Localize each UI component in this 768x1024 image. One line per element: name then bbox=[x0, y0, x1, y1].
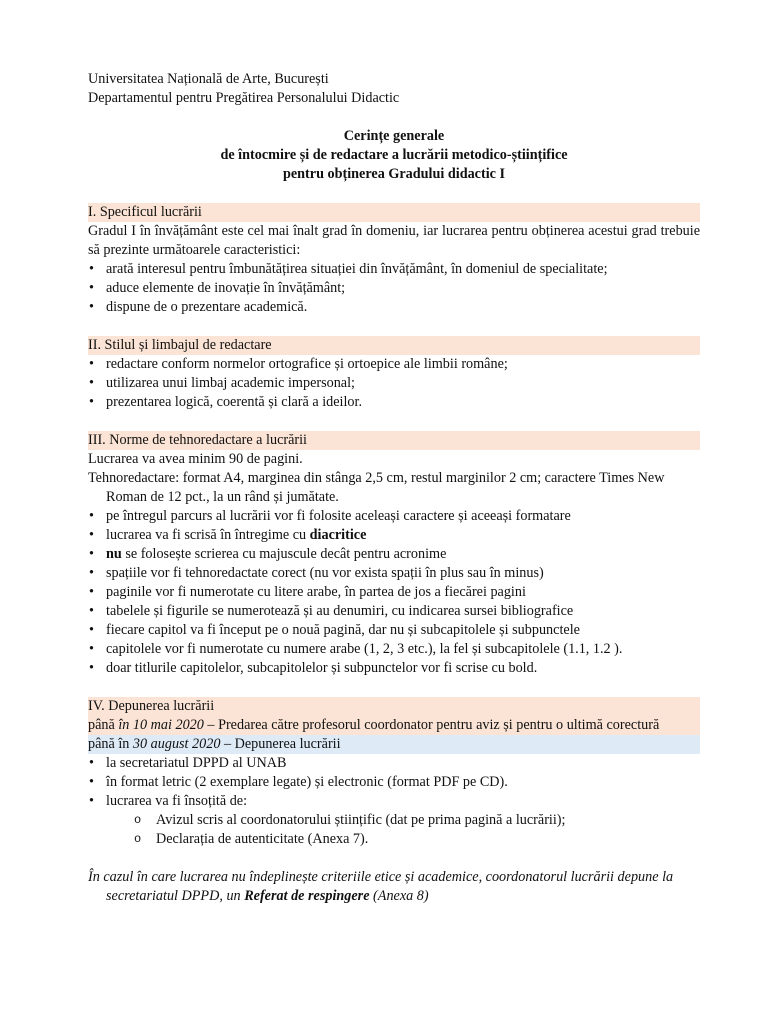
section-1-list bbox=[88, 260, 700, 317]
list-item-text: lucrarea va fi însoțită de: bbox=[106, 793, 248, 809]
list-item: • aduce elemente de inovație în învățământ; bbox=[88, 279, 700, 298]
section-4-sublist bbox=[106, 811, 700, 849]
list-item: • utilizarea unui limbaj academic impersonal; bbox=[88, 374, 700, 393]
section-4-list bbox=[88, 754, 700, 849]
section-2-heading: II. Stilul și limbajul de redactare bbox=[88, 336, 700, 355]
deadline-2-pre: până în bbox=[88, 736, 133, 752]
list-item: • dispune de o prezentare academică. bbox=[88, 298, 700, 317]
rejection-note-bold: Referat de respingere bbox=[244, 888, 370, 904]
title-line-1: Cerințe generale bbox=[343, 128, 445, 144]
title-line-2: de întocmire și de redactare a lucrării metodico-științifice bbox=[220, 147, 568, 163]
section-3-heading: III. Norme de tehnoredactare a lucrării bbox=[88, 431, 700, 450]
list-item bbox=[88, 526, 700, 545]
deadline-1-pre: până bbox=[88, 717, 119, 733]
sublist-item: o Avizul scris al coordonatorului științific (dat pe prima pagină a lucrării); bbox=[134, 811, 700, 830]
list-item: • fiecare capitol va fi început pe o nouă pagină, dar nu și subcapitolele și subpunctele bbox=[88, 621, 700, 640]
deadline-2-text: – Depunerea lucrării bbox=[220, 736, 341, 752]
list-item bbox=[88, 792, 700, 849]
section-formatting bbox=[88, 431, 700, 678]
department-name: Departamentul pentru Pregătirea Personalului Didactic bbox=[88, 90, 400, 106]
list-item: • paginile vor fi numerotate cu litere arabe, în partea de jos a fiecărei pagini bbox=[88, 583, 700, 602]
list-item bbox=[88, 545, 700, 564]
list-item: • arată interesul pentru îmbunătățirea situației din învățământ, în domeniul de specialitate; bbox=[88, 260, 700, 279]
list-item: • redactare conform normelor ortografice și ortoepice ale limbii române; bbox=[88, 355, 700, 374]
list-item-bold: nu bbox=[106, 546, 122, 562]
deadline-1-date: în 10 mai 2020 bbox=[118, 717, 204, 733]
section-2-list bbox=[88, 355, 700, 412]
section-4-heading: IV. Depunerea lucrării bbox=[88, 697, 700, 716]
list-item: • prezentarea logică, coerentă și clară a ideilor. bbox=[88, 393, 700, 412]
list-item-text: se folosește scrierea cu majuscule decât pentru acronime bbox=[121, 546, 447, 562]
section-submission bbox=[88, 697, 700, 849]
section-3-pages: Lucrarea va avea minim 90 de pagini. bbox=[88, 451, 303, 467]
list-item: • spațiile vor fi tehnoredactate corect (nu vor exista spații în plus sau în minus) bbox=[88, 564, 700, 583]
section-specific bbox=[88, 203, 700, 317]
rejection-note-text: În cazul în care lucrarea nu îndeplinește criteriile etice și academice, coordonatorul lucrării depune la secretariatul DPPD, un bbox=[88, 869, 674, 904]
rejection-note bbox=[88, 868, 700, 906]
sublist-item: o Declarația de autenticitate (Anexa 7). bbox=[134, 830, 700, 849]
list-item-bold: diacritice bbox=[309, 527, 367, 543]
section-style bbox=[88, 336, 700, 412]
university-name: Universitatea Națională de Arte, București bbox=[88, 71, 329, 87]
list-item: • la secretariatul DPPD al UNAB bbox=[88, 754, 700, 773]
deadline-2 bbox=[88, 735, 700, 754]
deadline-2-date: 30 august 2020 bbox=[132, 736, 221, 752]
document-content bbox=[88, 70, 700, 920]
section-1-intro: Gradul I în învățământ este cel mai înalt grad în domeniu, iar lucrarea pentru obținerea acestui grad trebuie să prezinte următoarele caracteristici: bbox=[88, 223, 700, 258]
rejection-note-annex: (Anexa 8) bbox=[369, 888, 429, 904]
document-title bbox=[88, 127, 700, 184]
deadline-1 bbox=[88, 716, 700, 735]
list-item: • pe întregul parcurs al lucrării vor fi folosite aceleași caractere și aceeași formatare bbox=[88, 507, 700, 526]
list-item: • capitolele vor fi numerotate cu numere arabe (1, 2, 3 etc.), la fel și subcapitolele (1.1, 1.2 ). bbox=[88, 640, 700, 659]
title-line-3: pentru obținerea Gradului didactic I bbox=[282, 166, 506, 182]
list-item: • în format letric (2 exemplare legate) și electronic (format PDF pe CD). bbox=[88, 773, 700, 792]
deadline-1-text: – Predarea către profesorul coordonator pentru aviz și pentru o ultimă corectură bbox=[203, 717, 660, 733]
list-item-text: lucrarea va fi scrisă în întregime cu bbox=[106, 527, 310, 543]
list-item: • tabelele și figurile se numerotează și au denumiri, cu indicarea sursei bibliografice bbox=[88, 602, 700, 621]
section-3-format: Tehnoredactare: format A4, marginea din stânga 2,5 cm, restul marginilor 2 cm; caractere Times New Roman de 12 pct., la un rând și jumătate. bbox=[88, 470, 665, 505]
list-item: • doar titlurile capitolelor, subcapitolelor și subpunctelor vor fi scrise cu bold. bbox=[88, 659, 700, 678]
section-1-heading: I. Specificul lucrării bbox=[88, 203, 700, 222]
section-3-list bbox=[88, 507, 700, 678]
